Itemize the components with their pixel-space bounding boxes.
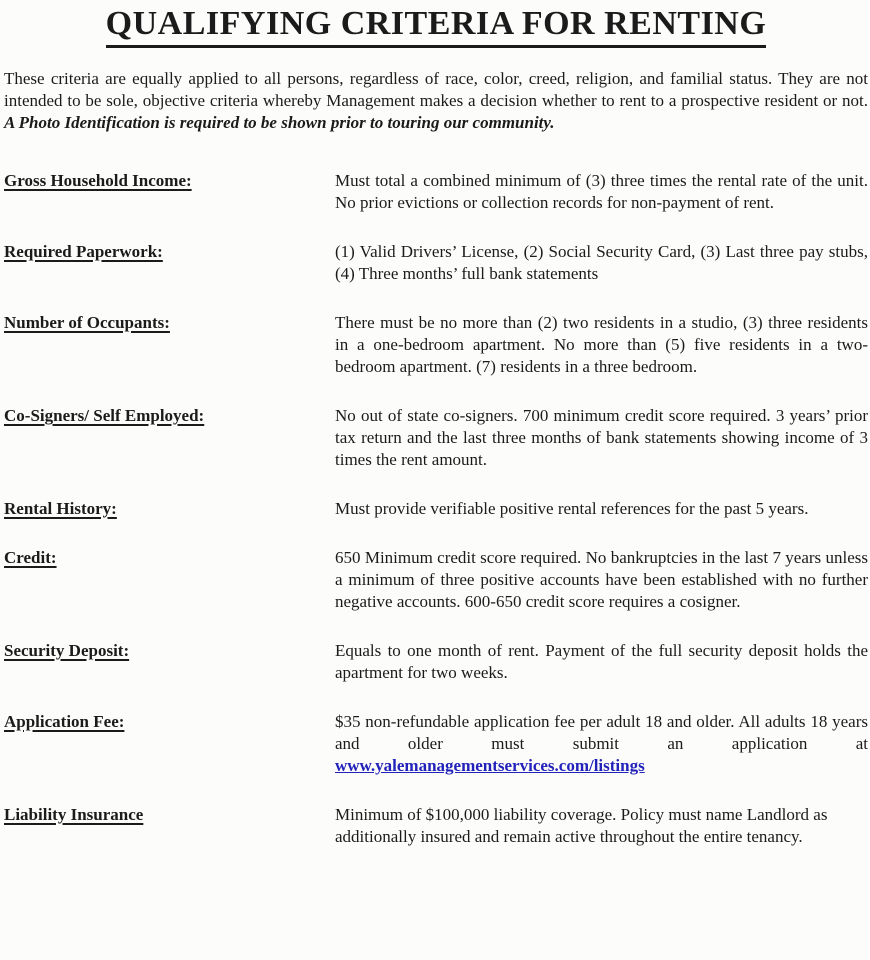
criteria-row-cosigners-self-employed	[4, 405, 868, 471]
criteria-text	[335, 711, 868, 777]
criteria-label: Credit:	[4, 548, 57, 567]
criteria-label: Rental History:	[4, 499, 117, 518]
criteria-text: (1) Valid Drivers’ License, (2) Social Security Card, (3) Last three pay stubs, (4) Three months’ full bank statements	[335, 242, 868, 283]
listings-link[interactable]: www.yalemanagementservices.com/listings	[335, 756, 645, 775]
criteria-row-rental-history	[4, 498, 868, 520]
criteria-text: There must be no more than (2) two residents in a studio, (3) three residents in a one-bedroom apartment. No more than (5) five residents in a two-bedroom apartment. (7) residents in a three bedroom.	[335, 313, 868, 376]
criteria-label: Security Deposit:	[4, 641, 130, 660]
criteria-text: Must total a combined minimum of (3) three times the rental rate of the unit. No prior evictions or collection records for non-payment of rent.	[335, 171, 868, 212]
application-fee-text: $35 non-refundable application fee per adult 18 and older. All adults 18 years and older must submit an application at	[335, 712, 868, 753]
criteria-text: No out of state co-signers. 700 minimum credit score required. 3 years’ prior tax return and the last three months of bank statements showing income of 3 times the rent amount.	[335, 406, 868, 469]
criteria-text: Must provide verifiable positive rental references for the past 5 years.	[335, 499, 809, 518]
criteria-text: Equals to one month of rent. Payment of the full security deposit holds the apartment for two weeks.	[335, 641, 868, 682]
intro-emphasis: A Photo Identification is required to be shown prior to touring our community.	[4, 113, 555, 132]
criteria-label: Liability Insurance	[4, 805, 144, 824]
intro-text: These criteria are equally applied to all persons, regardless of race, color, creed, religion, and familial status. They are not intended to be sole, objective criteria whereby Management makes a decision whether to rent to a prospective resident or not.	[4, 69, 868, 110]
criteria-row-security-deposit	[4, 640, 868, 684]
criteria-row-application-fee	[4, 711, 868, 777]
criteria-label: Number of Occupants:	[4, 313, 170, 332]
criteria-label: Co-Signers/ Self Employed:	[4, 406, 205, 425]
criteria-row-required-paperwork	[4, 241, 868, 285]
criteria-row-credit	[4, 547, 868, 613]
intro-paragraph	[4, 68, 868, 134]
criteria-row-liability-insurance	[4, 804, 868, 848]
page-title-text: QUALIFYING CRITERIA FOR RENTING	[106, 4, 767, 48]
criteria-text: 650 Minimum credit score required. No bankruptcies in the last 7 years unless a minimum of three positive accounts have been established with no further negative accounts. 600-650 credit score requires a cosigner.	[335, 548, 868, 611]
page-title	[4, 4, 868, 48]
criteria-label: Required Paperwork:	[4, 242, 163, 261]
criteria-text: Minimum of $100,000 liability coverage. Policy must name Landlord as additionally insured and remain active throughout the entire tenancy.	[335, 805, 828, 846]
criteria-label: Gross Household Income:	[4, 171, 192, 190]
criteria-label: Application Fee:	[4, 712, 125, 731]
criteria-row-number-of-occupants	[4, 312, 868, 378]
criteria-row-gross-household-income	[4, 170, 868, 214]
criteria-list	[4, 170, 868, 848]
